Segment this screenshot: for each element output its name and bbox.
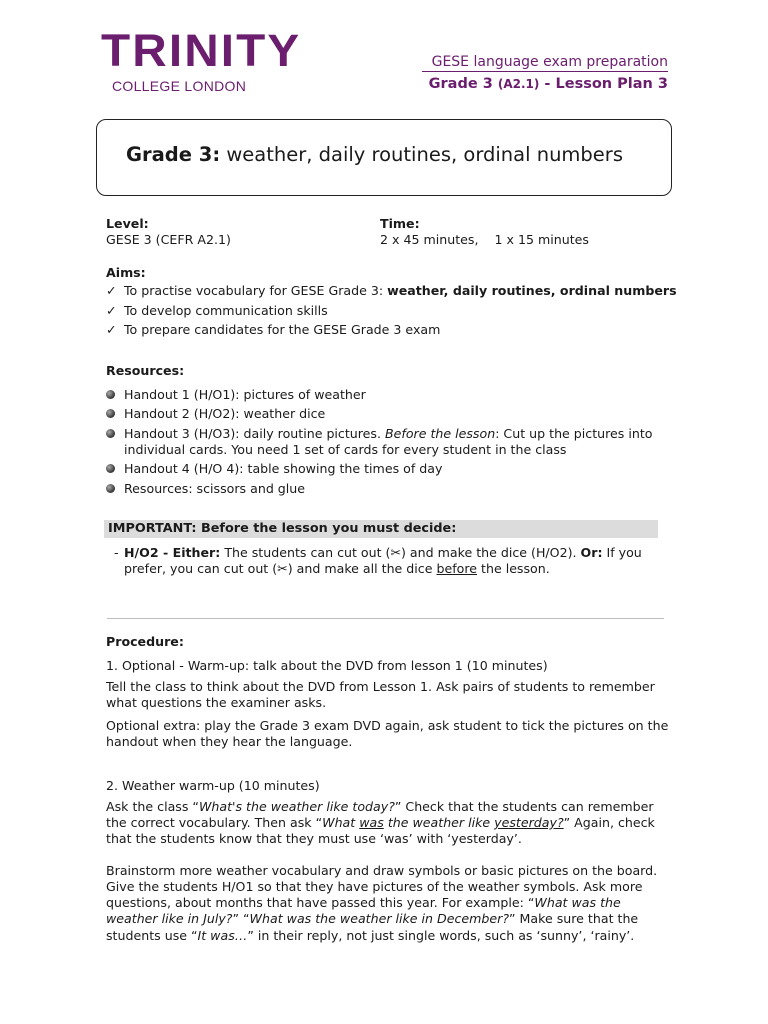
important-text: prefer, you can cut out (✂) and make all the dice xyxy=(124,561,437,576)
resource-item xyxy=(106,406,325,422)
important-line xyxy=(124,545,667,561)
step2-quote: What was the xyxy=(534,895,621,910)
header-lesson-title xyxy=(429,76,668,92)
step2-text: Give the students H/O1 so that they have pictures of the weather symbols. Ask more xyxy=(106,879,643,894)
important-text: the lesson. xyxy=(477,561,550,576)
important-either: H/O2 - Either: xyxy=(124,545,221,560)
header-level: (A2.1) xyxy=(497,77,540,91)
resource-text: Handout 3 (H/O3): daily routine pictures. xyxy=(124,426,385,441)
bullet-icon xyxy=(106,409,115,418)
aim-topics: weather, daily routines, ordinal numbers xyxy=(387,283,677,298)
step2-text xyxy=(106,815,655,831)
procedure-label: Procedure: xyxy=(106,634,184,649)
step2-span: Ask the class “ xyxy=(106,799,199,814)
step2-quote: What's the weather like today? xyxy=(198,799,395,814)
resource-text: Handout 2 (H/O2): weather dice xyxy=(124,406,326,421)
header-grade: Grade 3 xyxy=(428,76,498,92)
aim-item xyxy=(106,322,440,338)
level-label: Level: xyxy=(106,216,149,231)
bullet-icon xyxy=(106,464,115,473)
step2-span: ” Check that the students can remember xyxy=(394,799,654,814)
resource-emphasis: Before the lesson xyxy=(385,426,496,441)
step2-quote: It was… xyxy=(197,928,248,943)
time-value: 2 x 45 minutes, 1 x 15 minutes xyxy=(380,232,589,247)
step1-text: what questions the examiner asks. xyxy=(106,695,327,710)
important-text: The students can cut out (✂) and make the dice (H/O2). xyxy=(220,545,581,560)
important-line xyxy=(124,561,550,577)
step2-quote: weather like in July? xyxy=(106,911,233,926)
header-course-title: GESE language exam preparation xyxy=(422,54,668,72)
step2-text xyxy=(106,799,654,815)
resource-item xyxy=(106,387,366,403)
step2-quote-underlined: yesterday? xyxy=(494,815,564,830)
step1-text: handout when they hear the language. xyxy=(106,734,353,749)
bullet-icon xyxy=(106,484,115,493)
step2-span: ” Make sure that the xyxy=(509,911,639,926)
aim-item xyxy=(106,283,677,299)
step2-quote: What xyxy=(322,815,360,830)
trinity-logo: TRINITY xyxy=(101,25,302,76)
resource-text: Resources: scissors and glue xyxy=(124,481,306,496)
aim-item xyxy=(106,303,328,319)
logo-subtitle: COLLEGE LONDON xyxy=(112,78,247,94)
time-label: Time: xyxy=(380,216,420,231)
step2-text xyxy=(106,928,634,944)
step1-text: Tell the class to think about the DVD from Lesson 1. Ask pairs of students to remember xyxy=(106,679,655,694)
aim-text: To practise vocabulary for GESE Grade 3: xyxy=(124,283,388,298)
aims-label: Aims: xyxy=(106,265,146,280)
step2-span: the correct vocabulary. Then ask “ xyxy=(106,815,323,830)
page-title xyxy=(126,143,623,166)
step2-text xyxy=(106,911,638,927)
step2-heading: 2. Weather warm-up (10 minutes) xyxy=(106,778,320,793)
step2-quote: What was the weather like in December? xyxy=(249,911,510,926)
header-lesson: - Lesson Plan 3 xyxy=(539,76,668,92)
checkmark-icon: ✓ xyxy=(106,283,117,298)
resource-item xyxy=(106,481,305,497)
step2-span: ” “ xyxy=(232,911,250,926)
aim-text: To develop communication skills xyxy=(124,303,328,318)
step2-quote-underlined: was xyxy=(359,815,384,830)
step2-span: questions, about months that have passed this year. For example: “ xyxy=(106,895,535,910)
step2-text: that the students know that they must use ‘was’ with ‘yesterday’. xyxy=(106,831,522,846)
important-underlined: before xyxy=(436,561,478,576)
resource-text: Handout 4 (H/O 4): table showing the times of day xyxy=(124,461,443,476)
resource-text: Handout 1 (H/O1): pictures of weather xyxy=(124,387,366,402)
title-topics: weather, daily routines, ordinal numbers xyxy=(220,143,623,166)
resource-item xyxy=(106,461,442,477)
level-value: GESE 3 (CEFR A2.1) xyxy=(106,232,231,247)
important-heading: IMPORTANT: Before the lesson you must decide: xyxy=(108,521,457,536)
step2-text xyxy=(106,895,621,911)
resource-item xyxy=(106,426,652,442)
step1-heading: 1. Optional - Warm-up: talk about the DVD from lesson 1 (10 minutes) xyxy=(106,658,548,673)
resource-text-continued: individual cards. You need 1 set of cards for every student in the class xyxy=(124,442,567,457)
title-grade: Grade 3: xyxy=(126,143,221,166)
important-or: Or: xyxy=(580,545,603,560)
bullet-icon xyxy=(106,429,115,438)
resource-text: : Cut up the pictures into xyxy=(495,426,653,441)
checkmark-icon: ✓ xyxy=(106,303,117,318)
section-divider xyxy=(107,618,664,619)
important-dash: - xyxy=(114,545,119,560)
step2-quote: the weather like xyxy=(383,815,495,830)
aim-text: To prepare candidates for the GESE Grade 3 exam xyxy=(124,322,441,337)
step2-text: Brainstorm more weather vocabulary and draw symbols or basic pictures on the board. xyxy=(106,863,658,878)
step1-text: Optional extra: play the Grade 3 exam DVD again, ask student to tick the pictures on the xyxy=(106,718,669,733)
resources-label: Resources: xyxy=(106,363,185,378)
important-text: If you xyxy=(602,545,642,560)
checkmark-icon: ✓ xyxy=(106,322,117,337)
bullet-icon xyxy=(106,390,115,399)
step2-span: ” in their reply, not just single words, such as ‘sunny’, ‘rainy’. xyxy=(247,928,635,943)
step2-span: students use “ xyxy=(106,928,198,943)
step2-span: ” Again, check xyxy=(563,815,655,830)
